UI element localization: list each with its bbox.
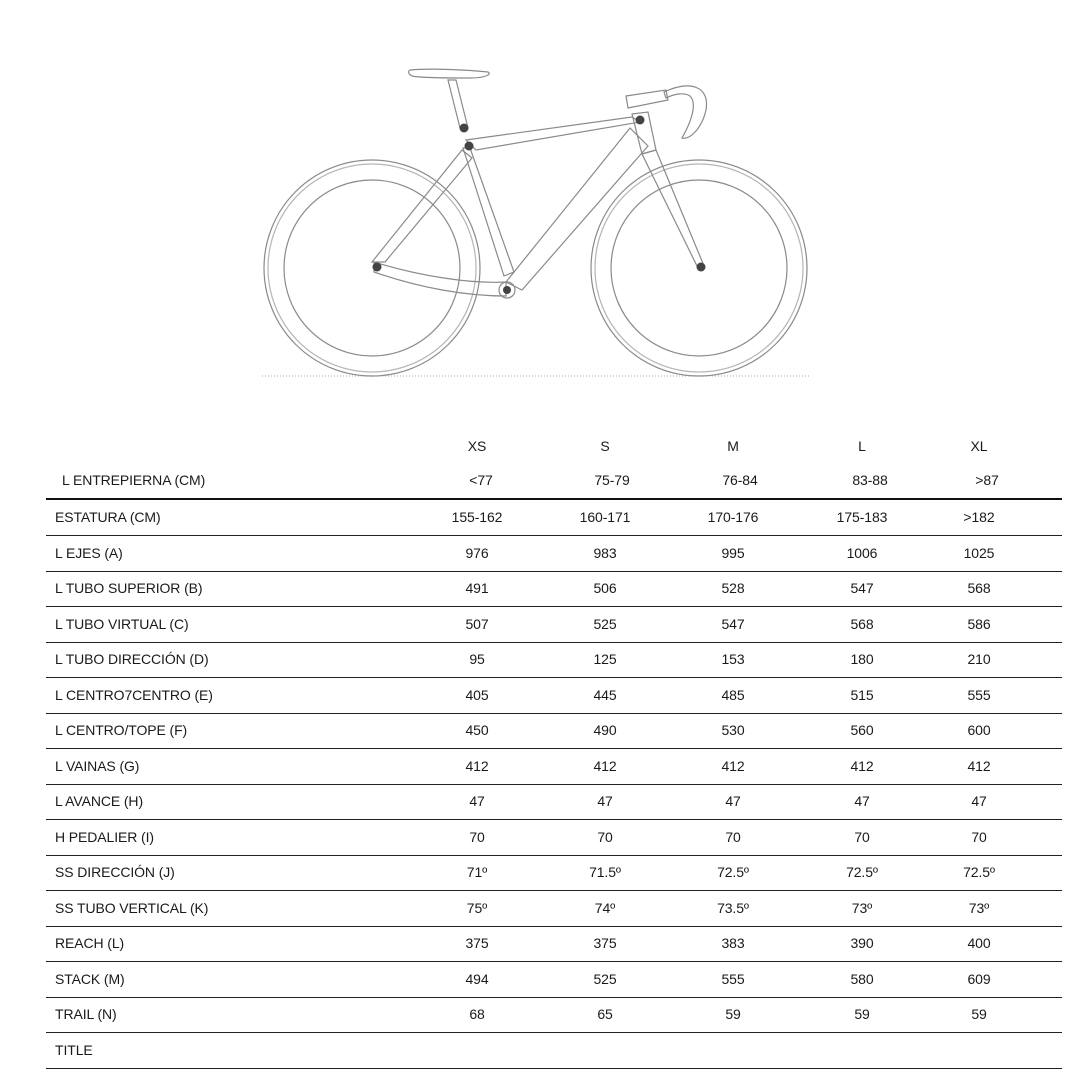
row-label: SS DIRECCIÓN (J) [55, 864, 175, 880]
row-value: 180 [850, 651, 874, 667]
row-value: 70 [971, 829, 987, 845]
row-value: 375 [593, 935, 617, 951]
row-value: 491 [465, 580, 489, 596]
row-value: 83-88 [852, 472, 888, 488]
row-value: 155-162 [451, 509, 503, 525]
row-label: SS TUBO VERTICAL (K) [55, 900, 209, 916]
size-m: M [727, 438, 739, 454]
size-l: L [858, 438, 866, 454]
row-value: 71º [466, 864, 488, 880]
table-row [46, 890, 1062, 927]
row-label: REACH (L) [55, 935, 125, 951]
table-row [46, 996, 1062, 1033]
row-value: 73º [851, 900, 873, 916]
row-label: TITLE [55, 1042, 93, 1058]
row-value: 75-79 [594, 472, 630, 488]
row-value [683, 1032, 783, 1068]
row-value: 390 [850, 935, 874, 951]
row-value: <77 [469, 472, 493, 488]
row-label: L VAINAS (G) [55, 758, 140, 774]
table-row [46, 677, 1062, 714]
row-label: L TUBO DIRECCIÓN (D) [55, 651, 209, 667]
row-value: 515 [850, 687, 874, 703]
row-label: L TUBO SUPERIOR (B) [55, 580, 203, 596]
row-label: L CENTRO/TOPE (F) [55, 722, 188, 738]
pivot-dot [465, 142, 474, 151]
row-label: STACK (M) [55, 971, 125, 987]
size-header-row [46, 428, 1062, 464]
pivot-dot [460, 124, 469, 133]
row-label: TRAIL (N) [55, 1006, 117, 1022]
pivot-dot [697, 263, 706, 272]
row-value: 75º [466, 900, 488, 916]
row-value: 59 [725, 1006, 741, 1022]
row-value: 609 [967, 971, 991, 987]
row-value: 47 [469, 793, 485, 809]
row-value: 76-84 [722, 472, 758, 488]
pivot-dot [373, 263, 382, 272]
pivot-dot [503, 286, 511, 294]
row-value: 160-171 [579, 509, 631, 525]
row-value: 72.5º [963, 864, 995, 880]
row-value: 586 [967, 616, 991, 632]
row-label: ESTATURA (CM) [55, 509, 161, 525]
size-s: S [600, 438, 610, 454]
row-value: 400 [967, 935, 991, 951]
row-value: 600 [967, 722, 991, 738]
row-value: 530 [721, 722, 745, 738]
row-label: L ENTREPIERNA (CM) [62, 472, 206, 488]
row-value: 125 [593, 651, 617, 667]
row-label: H PEDALIER (I) [55, 829, 154, 845]
row-value: 547 [850, 580, 874, 596]
row-value: 1025 [963, 545, 995, 561]
row-value: 412 [593, 758, 617, 774]
row-value: 47 [725, 793, 741, 809]
row-value: 95 [469, 651, 485, 667]
row-value: 70 [725, 829, 741, 845]
rear-wheel [264, 160, 480, 376]
row-value: 547 [721, 616, 745, 632]
row-value: 71.5º [589, 864, 621, 880]
row-value: 995 [721, 545, 745, 561]
row-value: 568 [967, 580, 991, 596]
row-value: 450 [465, 722, 489, 738]
row-value: 525 [593, 616, 617, 632]
table-row [46, 783, 1062, 820]
row-value: 47 [971, 793, 987, 809]
row-value: 59 [971, 1006, 987, 1022]
bike-geometry-illustration [0, 0, 1068, 400]
row-value: >182 [963, 509, 995, 525]
table-row [46, 641, 1062, 678]
table-row [46, 499, 1062, 536]
size-xl: XL [970, 438, 988, 454]
row-value: 568 [850, 616, 874, 632]
table-row [46, 570, 1062, 607]
table-row [46, 535, 1062, 572]
row-value: 383 [721, 935, 745, 951]
row-value: 494 [465, 971, 489, 987]
row-value: 47 [854, 793, 870, 809]
row-value: 153 [721, 651, 745, 667]
row-value: 405 [465, 687, 489, 703]
row-value: 412 [850, 758, 874, 774]
row-value: 983 [593, 545, 617, 561]
row-value: 490 [593, 722, 617, 738]
row-value: 506 [593, 580, 617, 596]
row-value: 65 [597, 1006, 613, 1022]
row-value: 560 [850, 722, 874, 738]
row-value [812, 1032, 912, 1068]
row-value: 59 [854, 1006, 870, 1022]
row-label: L TUBO VIRTUAL (C) [55, 616, 189, 632]
row-value: 1006 [846, 545, 878, 561]
table-row [46, 854, 1062, 891]
row-value: 507 [465, 616, 489, 632]
row-value: 375 [465, 935, 489, 951]
row-value: 72.5º [846, 864, 878, 880]
row-value: 70 [469, 829, 485, 845]
table-row [46, 748, 1062, 785]
row-value [929, 1032, 1029, 1068]
row-label: L EJES (A) [55, 545, 123, 561]
row-value: 412 [721, 758, 745, 774]
row-value: 74º [594, 900, 616, 916]
row-value [427, 1032, 527, 1068]
row-value: 70 [597, 829, 613, 845]
row-value: 412 [967, 758, 991, 774]
row-label: L AVANCE (H) [55, 793, 144, 809]
row-value: 170-176 [707, 509, 759, 525]
inseam-row [46, 462, 1062, 500]
table-row [46, 819, 1062, 856]
row-value [555, 1032, 655, 1068]
row-value: 528 [721, 580, 745, 596]
row-value: 73.5º [717, 900, 749, 916]
row-value: 976 [465, 545, 489, 561]
row-value: 210 [967, 651, 991, 667]
size-xs: XS [467, 438, 487, 454]
row-value: >87 [975, 472, 999, 488]
pivot-dot [636, 116, 645, 125]
row-value: 175-183 [836, 509, 888, 525]
table-row [46, 1032, 1062, 1069]
table-row [46, 925, 1062, 962]
row-value: 68 [469, 1006, 485, 1022]
table-row [46, 606, 1062, 643]
row-value: 47 [597, 793, 613, 809]
row-value: 580 [850, 971, 874, 987]
row-value: 70 [854, 829, 870, 845]
bike-frame [372, 69, 707, 298]
row-value: 555 [721, 971, 745, 987]
table-row [46, 712, 1062, 749]
row-value: 72.5º [717, 864, 749, 880]
row-value: 412 [465, 758, 489, 774]
table-row [46, 961, 1062, 998]
row-value: 73º [968, 900, 990, 916]
row-value: 525 [593, 971, 617, 987]
row-value: 555 [967, 687, 991, 703]
row-value: 485 [721, 687, 745, 703]
row-label: L CENTRO7CENTRO (E) [55, 687, 213, 703]
row-value: 445 [593, 687, 617, 703]
